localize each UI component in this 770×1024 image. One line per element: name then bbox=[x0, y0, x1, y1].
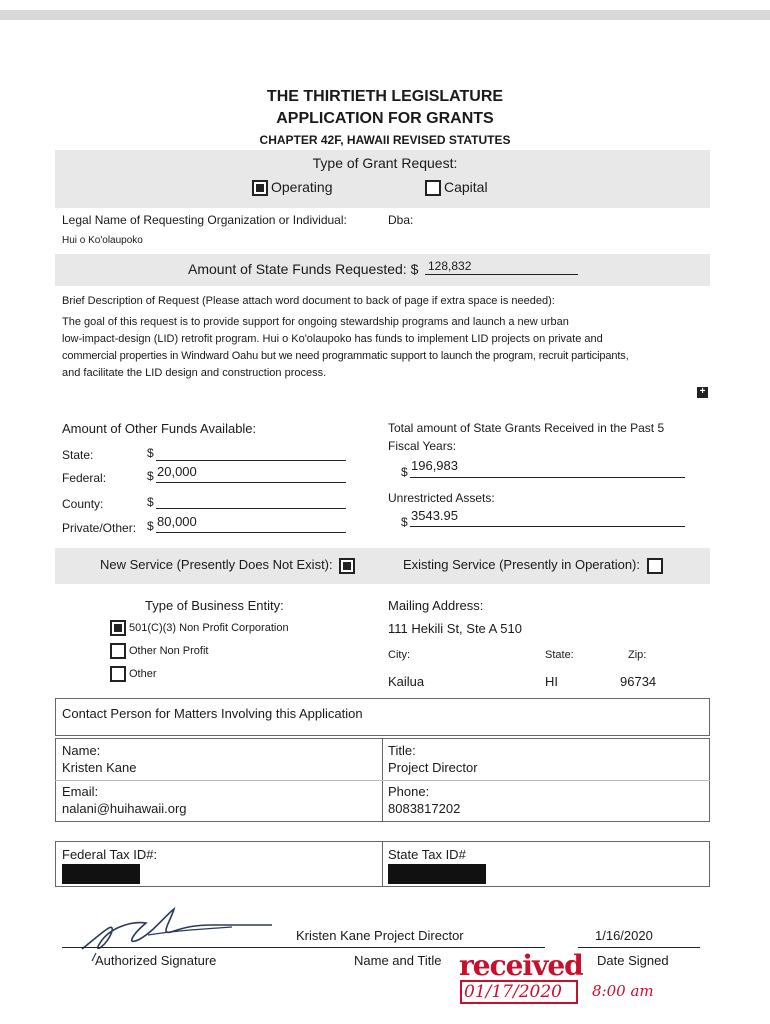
legal-name-label: Legal Name of Requesting Organization or Individual: bbox=[62, 213, 347, 227]
zip-label: Zip: bbox=[628, 649, 647, 661]
entity-other-nonprofit-label: Other Non Profit bbox=[129, 644, 209, 657]
operating-option[interactable] bbox=[252, 179, 332, 196]
other-funds-label: Amount of Other Funds Available: bbox=[62, 421, 257, 436]
unrestricted-assets-line bbox=[410, 526, 685, 527]
federal-row-label: Federal: bbox=[62, 471, 107, 485]
entity-other-checkbox[interactable] bbox=[110, 666, 126, 682]
tax-divider bbox=[382, 841, 383, 887]
contact-phone-value[interactable]: 8083817202 bbox=[388, 801, 461, 816]
county-funds-line bbox=[156, 508, 346, 509]
contact-email-label: Email: bbox=[62, 784, 99, 799]
state-grants-value[interactable]: 196,983 bbox=[411, 458, 458, 473]
capital-label: Capital bbox=[444, 179, 488, 195]
new-service-option[interactable] bbox=[100, 557, 358, 574]
entity-501c3-label: 501(C)(3) Non Profit Corporation bbox=[129, 621, 289, 634]
operating-checkbox[interactable] bbox=[252, 180, 268, 196]
received-stamp: received bbox=[459, 949, 583, 982]
state-funds-value[interactable]: 128,832 bbox=[428, 259, 472, 273]
contact-row-divider bbox=[55, 780, 710, 781]
state-tax-id-redacted bbox=[388, 864, 486, 884]
description-line-4: and facilitate the LID design and construction process. bbox=[62, 367, 327, 379]
unrestricted-dollar: $ bbox=[401, 515, 408, 529]
description-line-1: The goal of this request is to provide support for ongoing stewardship programs and launch a new urban bbox=[62, 316, 569, 328]
scan-top-edge bbox=[0, 10, 770, 20]
name-title-line bbox=[290, 947, 545, 948]
state-tax-id-label: State Tax ID# bbox=[388, 847, 466, 862]
capital-checkbox[interactable] bbox=[425, 180, 441, 196]
private-funds-line bbox=[156, 532, 346, 533]
signature-line bbox=[62, 947, 290, 948]
statute-subtitle: CHAPTER 42F, HAWAII REVISED STATUTES bbox=[259, 133, 511, 147]
authorized-signature-label: Authorized Signature bbox=[95, 953, 217, 968]
contact-title-label: Title: bbox=[388, 743, 416, 758]
received-date: 01/17/2020 bbox=[464, 982, 562, 1002]
unrestricted-assets-label: Unrestricted Assets: bbox=[388, 491, 495, 505]
private-row-label: Private/Other: bbox=[62, 521, 137, 535]
dba-label: Dba: bbox=[388, 213, 414, 227]
new-service-checkbox[interactable] bbox=[339, 558, 355, 574]
state-dollar: $ bbox=[147, 446, 154, 460]
application-title: APPLICATION FOR GRANTS bbox=[276, 110, 494, 127]
date-signed-line bbox=[578, 947, 700, 948]
signer-name-title-value[interactable]: Kristen Kane Project Director bbox=[296, 928, 464, 943]
contact-name-value[interactable]: Kristen Kane bbox=[62, 760, 137, 775]
private-funds-value[interactable]: 80,000 bbox=[157, 514, 197, 529]
expand-description-button[interactable]: + bbox=[697, 387, 708, 398]
existing-service-label: Existing Service (Presently in Operation): bbox=[403, 557, 640, 572]
state-grants-label-2: Fiscal Years: bbox=[388, 439, 457, 453]
state-funds-line bbox=[425, 274, 578, 275]
state-grants-dollar: $ bbox=[401, 465, 408, 479]
name-title-label: Name and Title bbox=[354, 953, 442, 968]
private-dollar: $ bbox=[147, 519, 154, 533]
zip-value[interactable]: 96734 bbox=[620, 674, 657, 689]
date-signed-value[interactable]: 1/16/2020 bbox=[595, 928, 653, 943]
state-other-funds-line bbox=[156, 460, 346, 461]
contact-phone-label: Phone: bbox=[388, 784, 430, 799]
capital-option[interactable] bbox=[425, 179, 488, 196]
state-label: State: bbox=[545, 649, 574, 661]
city-value[interactable]: Kailua bbox=[388, 674, 425, 689]
entity-501c3-checkbox[interactable] bbox=[110, 620, 126, 636]
contact-email-value[interactable]: nalani@huihawaii.org bbox=[62, 801, 187, 816]
existing-service-checkbox[interactable] bbox=[647, 558, 663, 574]
street-address-value[interactable]: 111 Hekili St, Ste A 510 bbox=[388, 621, 522, 636]
contact-title-value[interactable]: Project Director bbox=[388, 760, 478, 775]
entity-option-501c3[interactable] bbox=[110, 620, 289, 636]
description-label: Brief Description of Request (Please attach word document to back of page if extra space is needed): bbox=[62, 295, 555, 307]
state-value[interactable]: HI bbox=[545, 674, 558, 689]
mailing-address-label: Mailing Address: bbox=[388, 598, 484, 613]
new-service-label: New Service (Presently Does Not Exist): bbox=[100, 557, 333, 572]
contact-name-label: Name: bbox=[62, 743, 101, 758]
county-dollar: $ bbox=[147, 495, 154, 509]
legislature-title: THE THIRTIETH LEGISLATURE bbox=[266, 88, 504, 105]
description-line-2: low-impact-design (LID) retrofit program. Hui o Ko'olaupoko has funds to implement LID projects on private and bbox=[62, 333, 603, 345]
entity-option-other[interactable] bbox=[110, 666, 157, 682]
entity-other-nonprofit-checkbox[interactable] bbox=[110, 643, 126, 659]
state-funds-row-label: State: bbox=[62, 448, 94, 462]
federal-tax-id-redacted bbox=[62, 864, 140, 884]
county-row-label: County: bbox=[62, 497, 104, 511]
state-grants-label-1: Total amount of State Grants Received in the Past 5 bbox=[388, 421, 665, 435]
state-funds-label: Amount of State Funds Requested: $ bbox=[188, 261, 419, 277]
grant-type-label: Type of Grant Request: bbox=[312, 155, 458, 171]
entity-option-other-nonprofit[interactable] bbox=[110, 643, 208, 659]
unrestricted-assets-value[interactable]: 3543.95 bbox=[411, 508, 458, 523]
federal-tax-id-label: Federal Tax ID#: bbox=[62, 847, 158, 862]
federal-dollar: $ bbox=[147, 469, 154, 483]
business-entity-label: Type of Business Entity: bbox=[145, 598, 284, 613]
legal-name-value[interactable]: Hui o Ko'olaupoko bbox=[62, 235, 143, 246]
entity-other-label: Other bbox=[129, 667, 157, 680]
city-label: City: bbox=[388, 649, 410, 661]
contact-section-label: Contact Person for Matters Involving this Application bbox=[62, 706, 363, 721]
operating-label: Operating bbox=[271, 179, 333, 195]
state-grants-line bbox=[410, 477, 685, 478]
federal-funds-value[interactable]: 20,000 bbox=[157, 464, 197, 479]
description-line-3: commercial properties in Windward Oahu but we need programmatic support to launch the program, recruit participants, bbox=[62, 350, 629, 362]
date-signed-label: Date Signed bbox=[597, 953, 669, 968]
federal-funds-line bbox=[156, 482, 346, 483]
existing-service-option[interactable] bbox=[403, 557, 666, 574]
received-time: 8:00 am bbox=[592, 982, 654, 1000]
